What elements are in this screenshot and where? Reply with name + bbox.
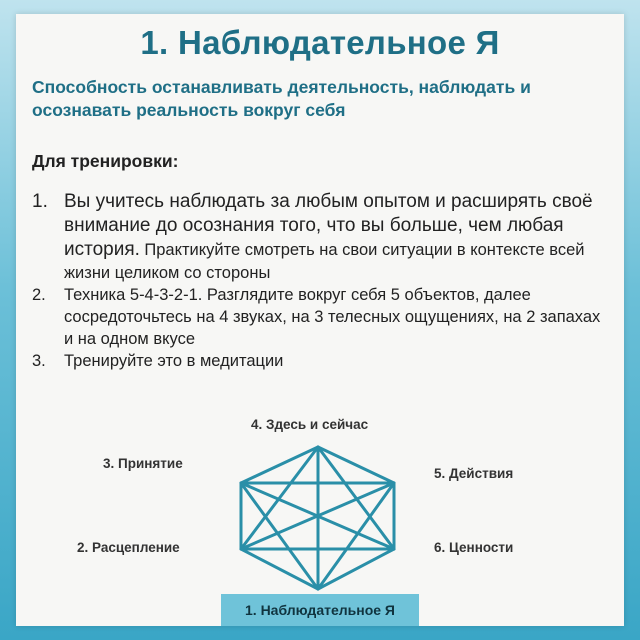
item-text: Техника 5-4-3-2-1. Разглядите вокруг себя 5 объектов, далее сосредоточьтесь на 4 звуках, на 3 телесных ощущениях, на 2 запахах и на одном вкусе <box>64 286 601 348</box>
label-here-and-now: 4. Здесь и сейчас <box>251 417 369 432</box>
subtitle: Способность останавливать деятельность, наблюдать и осознавать реальность вокруг себя <box>32 77 531 120</box>
hex-line-top-upper-left <box>241 447 318 483</box>
item-lead-text: Вы учитесь наблюдать за любым опытом и расширять своё внимание до осознания того, что вы больше, чем любая история. <box>64 191 593 260</box>
item-text: Практикуйте смотреть на свои ситуации в контексте всей жизни целиком со стороны <box>64 241 585 282</box>
label-defusion: 2. Расцепление <box>77 540 180 555</box>
hex-line-lower-left-bottom <box>241 549 318 589</box>
training-label: Для тренировки: <box>32 151 179 171</box>
label-acceptance: 3. Принятие <box>103 456 183 471</box>
content-card <box>16 14 624 626</box>
hex-line-top-upper-right <box>318 447 394 483</box>
label-observing-self: 1. Наблюдательное Я <box>221 594 419 626</box>
item-text: Тренируйте это в медитации <box>64 352 284 370</box>
label-values: 6. Ценности <box>434 540 514 555</box>
item-number: 1. <box>32 191 48 212</box>
item-number: 2. <box>32 286 46 304</box>
hex-line-bottom-lower-right <box>318 549 394 589</box>
page-title: 1. Наблюдательное Я <box>140 24 500 61</box>
item-number: 3. <box>32 352 46 370</box>
hexagon-diagram <box>16 14 624 626</box>
label-actions: 5. Действия <box>434 466 514 481</box>
